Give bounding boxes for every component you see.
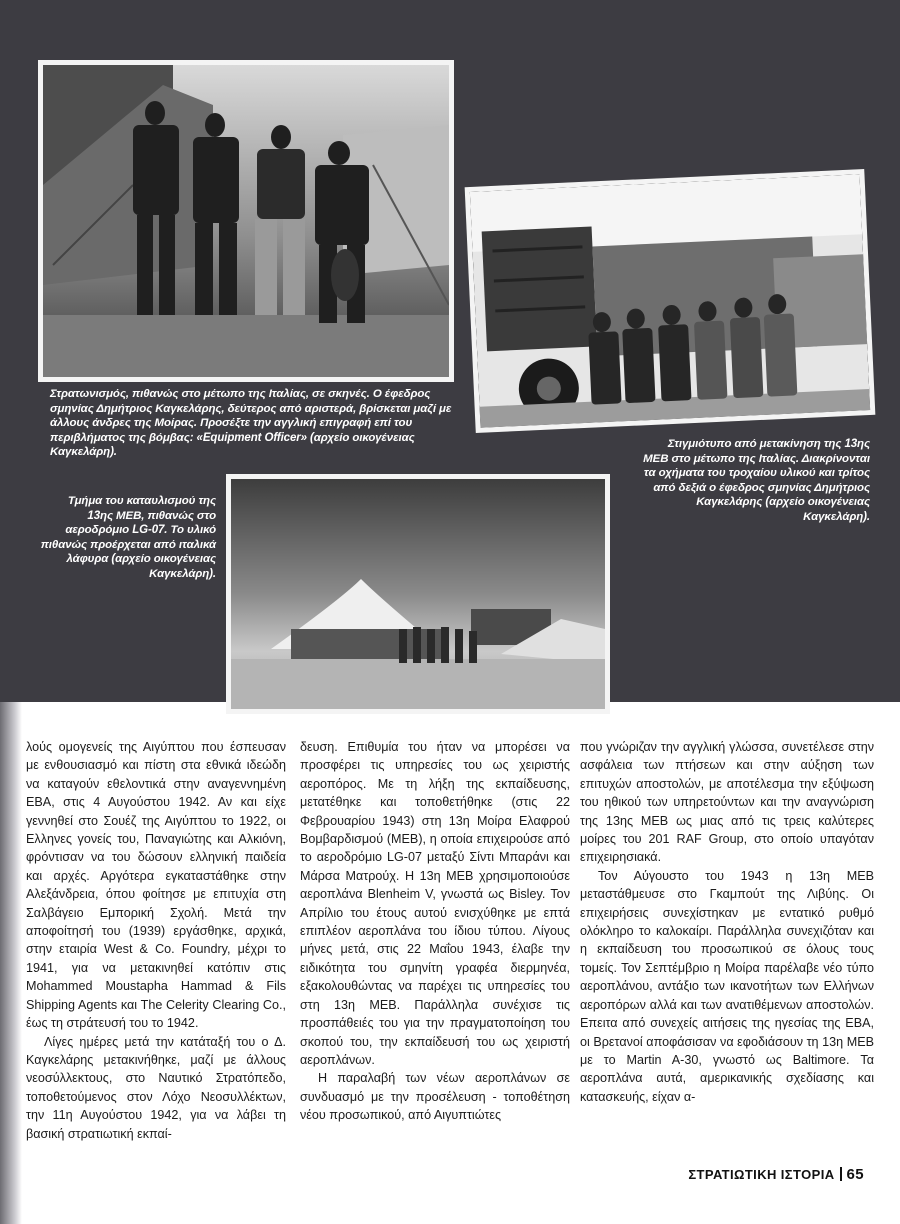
caption-photo-1: Στρατωνισμός, πιθανώς στο μέτωπο της Ιταλίας, σε σκηνές. Ο έφεδρος σμηνίας Δημήτριος Καγκελάρης, δεύτερος από αριστερά, βρίσκεται μαζί με άλλους άνδρες της Μοίρας. Προσέξτε την αγγλική επιγραφή επί του περιβλήματος της βόμβας: «Equipment Officer» (αρχείο οικογένειας Καγκελάρη). (50, 388, 452, 459)
paragraph: Λίγες ημέρες μετά την κατάταξή του ο Δ. Καγκελάρης μετακινήθηκε, μαζί με άλλους νεοσύλλεκτους, στο Ναυτικό Στρατόπεδο, τοποθετούμενος στον Λόχο Νεοσυλλέκτων, την 11η Αυγούστου 1942, για να λάβει τη βασική στρατιωτική εκπαί- (26, 1034, 286, 1141)
text-column-2 (300, 738, 570, 1125)
paragraph: Η παραλαβή των νέων αεροπλάνων σε συνδυασμό με την προσέλευση - τοποθέτηση νέου προσωπικού, από Αιγυπτιώτες (300, 1071, 570, 1123)
paragraph: Τον Αύγουστο του 1943 η 13η ΜΕΒ μεταστάθμευσε στο Γκαμπούτ της Λιβύης. Οι επιχειρήσεις συνεχίστηκαν με εντατικό ρυθμό ολόκληρο το καλοκαίρι. Παράλληλα συνεχιζόταν και η εκπαίδευση του προσωπικού σε όλους τους τομείς. Τον Σεπτέμβριο η Μοίρα παρέλαβε νέο τύπο αεροπλάνου, αντάξιο των ικανοτήτων των Ελλήνων αεροπόρων αλλά και των ανατιθέμενων αποστολών. Επειτα από συνεχείς αιτήσεις της ηγεσίας της ΕΒΑ, οι Βρετανοί αποφάσισαν να εφοδιάσουν τη 13η ΜΕΒ με το Martin A-30, γνωστό ως Baltimore. Τα αεροπλάνα αυτά, αμερικανικής σχεδίασης και κατασκευής, είχαν α- (580, 868, 874, 1104)
caption-photo-2: Στιγμιότυπο από μετακίνηση της 13ης ΜΕΒ στο μέτωπο της Ιταλίας. Διακρίνονται τα οχήματα του τροχαίου υλικού και τρίτος από δεξιά ο έφεδρος σμηνίας Δημήτριος Καγκελάρης (αρχείο οικογένειας Καγκελάρη). (643, 438, 870, 523)
paragraph: που γνώριζαν την αγγλική γλώσσα, συνετέλεσε στην ασφάλεια των πτήσεων και στην αύξηση των επιτυχών αποστολών, με αποτέλεσμα την εξύψωση του ηθικού των υπηρετούντων και την αναγνώριση της 13ης ΜΕΒ ως μιας από τις τρεις καλύτερες μοίρες του 201 RAF Group, στο οποίο υπαγόταν επιχειρησιακά. (580, 740, 874, 865)
paragraph: δευση. Επιθυμία του ήταν να μπορέσει να προσφέρει τις υπηρεσίες του ως χειριστής αεροπόρος. Με τη λήξη της εκπαίδευσης, μετατέθηκε και τοποθετήθηκε (στις 22 Φεβρουαρίου 1943) στη 13η Μοίρα Ελαφρού Βομβαρδισμού (ΜΕΒ), η οποία επιχειρούσε από το αεροδρόμιο LG-07 μεταξύ Σίντι Μπαράνι και Μάρσα Ματρούχ. Η 13η ΜΕΒ χρησιμοποιούσε αεροπλάνα Blenheim V, γνωστά ως Bisley. Τον Απρίλιο του έτους αυτού ενισχύθηκε με επτά επιπλέον αεροπλάνα του ίδιου τύπου. Λίγους μήνες μετά, στις 22 Μαΐου 1943, έλαβε την ειδικότητα του σμηνίτη γραφέα διερμηνέα, εξακολουθώντας να παρέχει τις υπηρεσίες του στη 13η ΜΕΒ. Παράλληλα συνέχισε τις προσπάθειές του για την πραγματοποίηση του σκοπού του, την εκπαίδευσή του ως χειριστή αεροπλάνων. (300, 740, 570, 1067)
magazine-title: ΣΤΡΑΤΙΩΤΙΚΗ ΙΣΤΟΡΙΑ (688, 1167, 835, 1182)
page-footer (688, 1166, 864, 1183)
photo-camp-tents (226, 474, 610, 714)
text-column-1 (26, 738, 286, 1143)
paragraph: λούς ομογενείς της Αιγύπτου που έσπευσαν με ενθουσιασμό και πίστη στα εθνικά ιδεώδη να καταγούν εθελοντικά στην αναγεννημένη ΕΒΑ, στις 4 Αυγούστου 1942. Αν και είχε γεννηθεί στο Σουέζ της Αιγύπτου το 1922, οι Ελληνες γονείς του, Παναγιώτης και Αλκιόνη, φρόντισαν να του δώσουν ελληνική παιδεία και αρχές. Αργότερα εγκαταστάθηκε στην Αλεξάνδρεια, όπου φοίτησε με επιτυχία στη Σαλβάγειο Εμπορική Σχολή. Μετά την αποφοίτησή του (1939) εργάσθηκε, αρχικά, στην εταιρία West & Co. Foundry, μέχρι το 1941, για να μετακινηθεί κατόπιν στις Mohammed Moustapha Hammad & Fils Shipping Agents και The Celerity Clearing Co., έως τη στράτευσή του το 1942. (26, 740, 286, 1031)
caption-photo-3: Τμήμα του καταυλισμού της 13ης ΜΕΒ, πιθανώς στο αεροδρόμιο LG-07. Το υλικό πιθανώς προέρχεται από ιταλικά λάφυρα (αρχείο οικογένειας Καγκελάρη). (40, 495, 216, 580)
page-number: 65 (846, 1166, 864, 1183)
page-edge-shadow (0, 702, 22, 1224)
photo-airmen-at-tents (38, 60, 454, 382)
text-column-3 (580, 738, 874, 1106)
footer-separator (840, 1167, 842, 1181)
photo-squadron-trucks (465, 169, 876, 433)
